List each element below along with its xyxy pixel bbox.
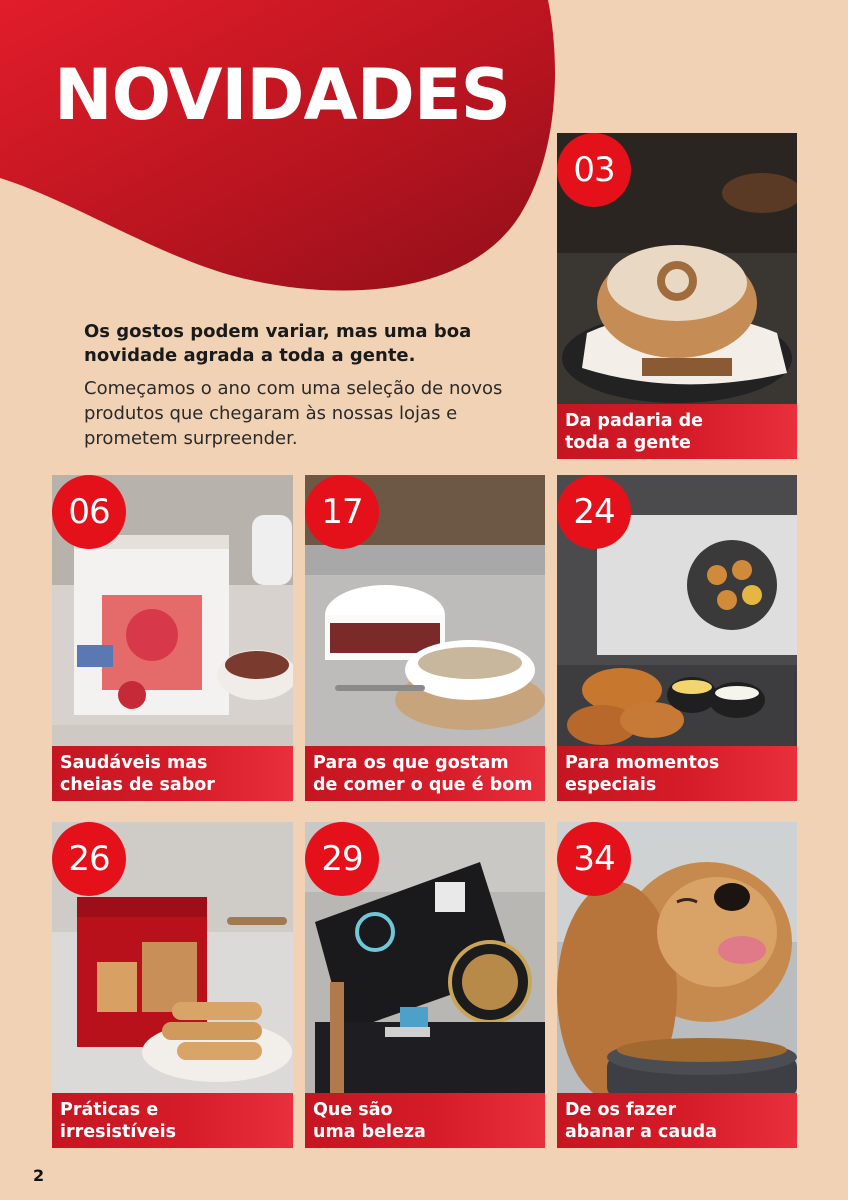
- card-padaria[interactable]: [557, 133, 797, 459]
- card-crepes[interactable]: [52, 822, 293, 1148]
- page-number-badge: 34: [557, 822, 631, 896]
- card-cereais[interactable]: [52, 475, 293, 801]
- page-number-badge: 03: [557, 133, 631, 207]
- card-caption: Práticas e irresistíveis: [52, 1093, 293, 1148]
- page-title: NOVIDADES: [54, 54, 511, 136]
- page-number-badge: 17: [305, 475, 379, 549]
- header-blob-shape: [0, 0, 560, 300]
- card-sopa[interactable]: [305, 475, 545, 801]
- card-croquetes[interactable]: [557, 475, 797, 801]
- card-caption: Para momentos especiais: [557, 746, 797, 801]
- card-caption: Para os que gostam de comer o que é bom: [305, 746, 545, 801]
- card-caption: Que são uma beleza: [305, 1093, 545, 1148]
- card-cosmetica[interactable]: [305, 822, 545, 1148]
- intro-lead: Os gostos podem variar, mas uma boa novidade agrada a toda a gente.: [84, 321, 472, 366]
- intro-block: [84, 320, 524, 451]
- page-number-badge: 26: [52, 822, 126, 896]
- card-caption: Da padaria de toda a gente: [557, 404, 797, 459]
- card-caption: Saudáveis mas cheias de sabor: [52, 746, 293, 801]
- card-caption: De os fazer abanar a cauda: [557, 1093, 797, 1148]
- page-number-badge: 06: [52, 475, 126, 549]
- card-animais[interactable]: [557, 822, 797, 1148]
- page-number-badge: 24: [557, 475, 631, 549]
- page-number: 2: [33, 1166, 45, 1185]
- intro-body: Começamos o ano com uma seleção de novos produtos que chegaram às nossas lojas e prometem surpreender.: [84, 378, 503, 449]
- page-number-badge: 29: [305, 822, 379, 896]
